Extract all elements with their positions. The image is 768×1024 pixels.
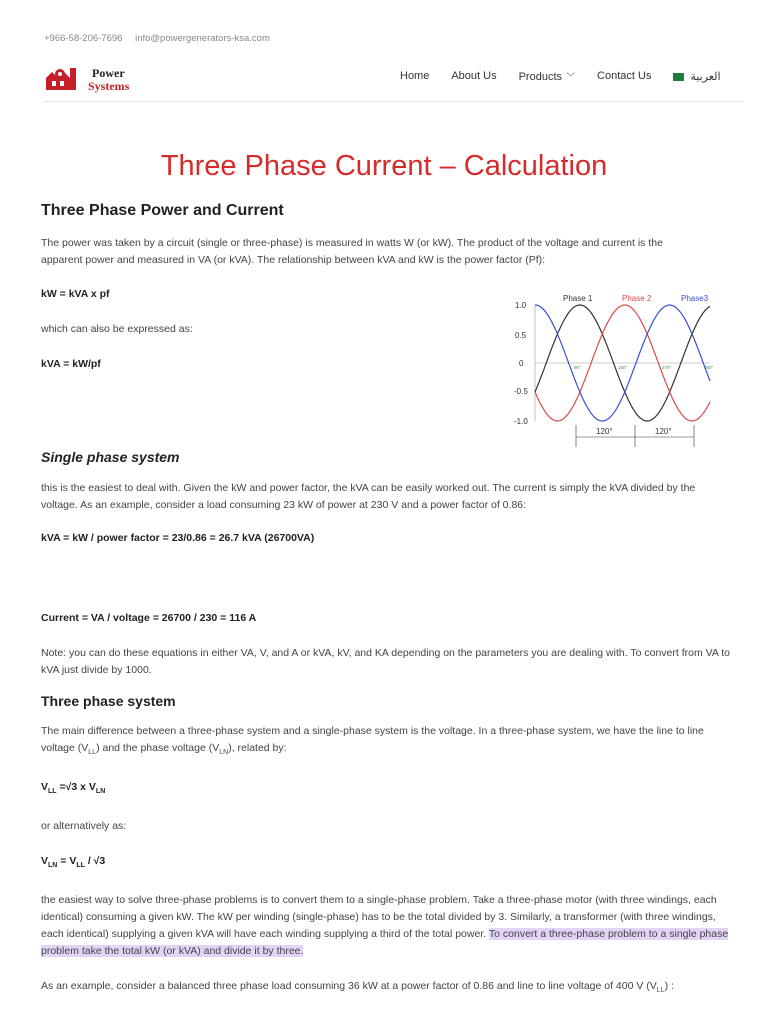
nav-about[interactable]: About Us [451, 70, 497, 82]
dim-label: 120° [596, 427, 613, 436]
paragraph: The power was taken by a circuit (single or three-phase) is measured in watts W (or kW). The product of the voltage and current is the apparent power and measured in VA (or kVA). The relationship between kVA and kW is the power factor (Pf): [41, 237, 663, 266]
y-tick: 1.0 [515, 301, 527, 310]
phone-link[interactable]: +966-58-206-7696 [44, 33, 123, 44]
dim-label: 120° [655, 427, 672, 436]
y-tick: -0.5 [514, 387, 528, 396]
main-nav [400, 70, 743, 83]
angle-label: 90° [574, 365, 581, 370]
nav-language[interactable] [673, 70, 720, 83]
site-logo[interactable] [44, 64, 144, 94]
formula: $V_{LL} =√3$ x $V_{LN}$ [41, 781, 106, 796]
legend-phase1: Phase 1 [563, 294, 593, 303]
paragraph: the easiest way to solve three-phase problems is to convert them to a single-phase problem. Take a three-phase motor (with three windings, each identical) consuming a given kW. The kW per winding (single-phase) has to be the total divided by 3. Similarly, a transformer (with three windings, each identical) supplying a given kVA will have each winding supplying a third of the total power. To convert a three-phase problem to a single phase problem take the total kW (or kVA) and divide it by three. [41, 894, 729, 958]
formula: kVA = kW/pf [41, 358, 101, 370]
flag-icon [673, 73, 684, 81]
formula: kVA = kW / power factor = 23/0.86 = 26.7 kVA (26700VA) [41, 532, 315, 544]
chevron-down-icon: ﹀ [566, 72, 576, 82]
angle-label: 270° [662, 365, 672, 370]
highlighted-text: To convert a three-phase problem to a single phase problem take the total kW (or kVA) and divide it by three. [41, 928, 729, 958]
factory-icon [44, 66, 86, 90]
header-divider [44, 101, 742, 102]
legend-phase3: Phase3 [681, 294, 709, 303]
paragraph: As an example, consider a balanced three phase load consuming 36 kW at a power factor of 0.86 and line to line voltage of 400 V $(V_{LL})$ : [41, 980, 674, 995]
paragraph: which can also be expressed as: [41, 323, 193, 335]
logo-text-systems: Systems [88, 79, 130, 93]
section-heading-three-phase: Three phase system [41, 693, 176, 709]
top-contact-bar [44, 33, 280, 44]
y-tick: 0 [519, 359, 524, 368]
legend-phase2: Phase 2 [622, 294, 652, 303]
nav-products[interactable] [519, 70, 575, 83]
section-heading-power: Three Phase Power and Current [41, 202, 284, 219]
angle-label: 360° [704, 365, 714, 370]
page-title: Three Phase Current – Calculation [160, 150, 608, 182]
paragraph: The main difference between a three-phase system and a single-phase system is the voltage. In a three-phase system, we have the line to line voltage $(V_{LL})$ and the phase voltage $(V_{LN})$, related by: [41, 725, 704, 757]
article-body [41, 202, 731, 999]
y-tick: -1.0 [514, 417, 528, 426]
section-heading-single-phase: Single phase system [41, 449, 180, 465]
nav-home[interactable]: Home [400, 70, 430, 82]
y-tick: 0.5 [515, 331, 527, 340]
site-header [0, 56, 768, 102]
formula: Current = VA / voltage = 26700 / 230 = 116 A [41, 612, 257, 624]
formula: $V_{LN} = V_{LL} / √3$ [41, 855, 106, 870]
logo-text-power: Power [92, 66, 125, 80]
email-link[interactable]: info@powergenerators-ksa.com [135, 33, 270, 44]
nav-contact[interactable]: Contact Us [597, 70, 652, 82]
nav-products-label: Products [518, 71, 563, 83]
formula: kW = kVA x pf [41, 288, 110, 300]
paragraph: this is the easiest to deal with. Given the kW and power factor, the kVA can be easily worked out. The current is simply the kVA divided by the voltage. As an example, consider a load consuming 23 kW of power at 230 V and a power factor of 0.86: [41, 482, 696, 511]
paragraph: or alternatively as: [41, 820, 127, 833]
nav-language-label: العربية [690, 71, 721, 83]
angle-label: 180° [618, 365, 628, 370]
paragraph: Note: you can do these equations in either VA, V, and A or kVA, kV, and KA depending on the parameters you are dealing with. To convert from VA to kVA just divide by 1000. [41, 647, 730, 676]
